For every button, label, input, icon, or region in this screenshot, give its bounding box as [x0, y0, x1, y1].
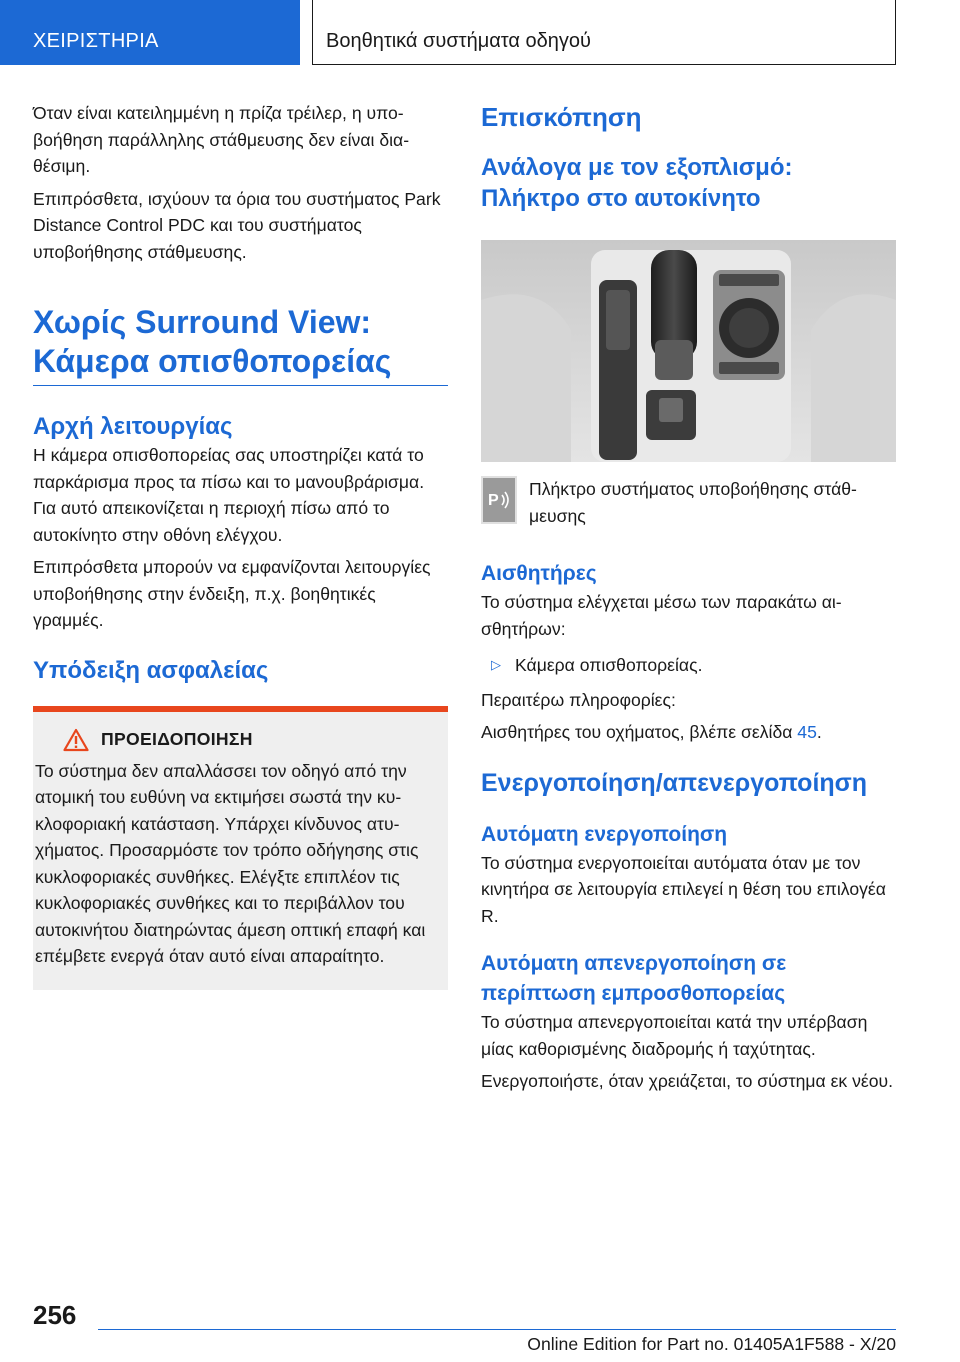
warning-text: Το σύστημα δεν απαλλάσσει τον οδηγό από την ατομική του ευθύνη να εκτιμήσει σωστά την κυκλοφοριακή κατάσταση. Υπάρχει κίνδυνος ατυχήματος. Προσαρμόστε τον τρόπο οδήγησης στις κυκλοφοριακές συνθήκες. Ελέγξτε επιπλέον τις κυκλοφοριακές συνθήκες και το περιβάλλον του αυτοκινήτου διατηρώντας άμεση οπτική επαφή και επέμβετε ενεργά όταν αυτό είναι απαραίτητο.: [35, 760, 426, 966]
auto-on-text: Το σύστημα ενεργοποιείται αυτόματα όταν με τον κινητήρα σε λειτουργία επιλεγεί η θέση του επιλογέα R.: [481, 852, 886, 926]
more-info-label: Περαιτέρω πληροφορίες:: [481, 689, 676, 710]
principle-heading: Αρχή λειτουργίας: [33, 413, 233, 440]
page-reference-link[interactable]: 45: [797, 722, 817, 742]
center-console-image: [481, 240, 896, 462]
principle-paragraph-1: Η κάμερα οπισθοπορείας σας υποστηρίζει κατά το παρκάρισμα προς τα πίσω και το μανουβράρισμα. Για αυτό απεικονίζεται η περιοχή πίσω από το αυτοκίνητο στην οθόνη ελέγχου.: [33, 445, 425, 545]
right-column: [481, 100, 896, 1095]
safety-heading: Υπόδειξη ασφαλείας: [33, 656, 269, 684]
section-tab: [0, 0, 300, 65]
auto-off-heading: Αυτόματη απενεργοποίηση σε περίπτωση εμπροσθοπορείας: [481, 952, 787, 1005]
warning-triangle-icon: [63, 728, 89, 752]
auto-on-heading: Αυτόματη ενεργοποίηση: [481, 822, 728, 846]
chapter-tab: [312, 0, 896, 65]
section-title: ΧΕΙΡΙΣΤΗΡΙΑ: [33, 30, 159, 52]
sensors-bullet: [481, 652, 896, 679]
center-console-photo: [481, 240, 896, 462]
left-column: [33, 100, 448, 990]
intro-paragraph-2: Επιπρόσθετα, ισχύουν τα όρια του συστήματος Park Distance Control PDC και του συστήματος υποβοήθησης στάθμευσης.: [33, 188, 441, 262]
more-info-end: .: [816, 722, 822, 742]
svg-text:P: P: [488, 492, 499, 509]
photo-caption: [481, 476, 896, 529]
caption-text: Πλήκτρο συστήματος υποβοήθησης στάθμευσης: [529, 479, 857, 526]
chapter-title: Βοηθητικά συστήματα οδηγού: [326, 30, 591, 52]
more-info-lead: Αισθητήρες του οχήματος, βλέπε σελίδα: [481, 722, 798, 742]
parking-assist-button-icon: [481, 476, 517, 524]
warning-box: [33, 706, 448, 990]
auto-off-paragraph-2: Ενεργοποιήστε, όταν χρειάζεται, το σύστημα εκ νέου.: [481, 1071, 894, 1091]
principle-paragraph-2: Επιπρόσθετα μπορούν να εμφανίζονται λειτουργίες υποβοήθησης στην ένδειξη, π.χ. βοηθητικές γραμμές.: [33, 557, 431, 630]
sensors-heading: Αισθητήρες: [481, 562, 597, 585]
intro-paragraph-1: Όταν είναι κατειλημμένη η πρίζα τρέιλερ, η υποβοήθηση παράλληλης στάθμευσης δεν είναι διαθέσιμη.: [33, 103, 410, 176]
sensors-text: Το σύστημα ελέγχεται μέσω των παρακάτω αισθητήρων:: [481, 592, 842, 639]
edition-note: Online Edition for Part no. 01405A1F588 - X/20: [527, 1334, 896, 1354]
sensors-bullet-text: Κάμερα οπισθοπορείας.: [515, 655, 703, 675]
warning-header: [33, 728, 448, 752]
more-info-text: [481, 719, 896, 746]
main-heading: Χωρίς Surround View: Κάμερα οπισθοπορείας: [33, 303, 448, 386]
footer-divider: [98, 1329, 896, 1330]
overview-heading: Επισκόπηση: [481, 102, 642, 132]
auto-off-paragraph-1: Το σύστημα απενεργοποιείται κατά την υπέρβαση μίας καθορισμένης διαδρομής ή ταχύτητας.: [481, 1012, 868, 1059]
equipment-heading: Ανάλογα με τον εξοπλισμό: Πλήκτρο στο αυτοκίνητο: [481, 154, 793, 212]
warning-title: ΠΡΟΕΙΔΟΠΟΙΗΣΗ: [101, 729, 253, 749]
bullet-triangle-icon: ▷: [491, 657, 501, 672]
page-number: 256: [33, 1300, 77, 1330]
activation-heading: Ενεργοποίηση/απενεργοποίηση: [481, 768, 868, 797]
